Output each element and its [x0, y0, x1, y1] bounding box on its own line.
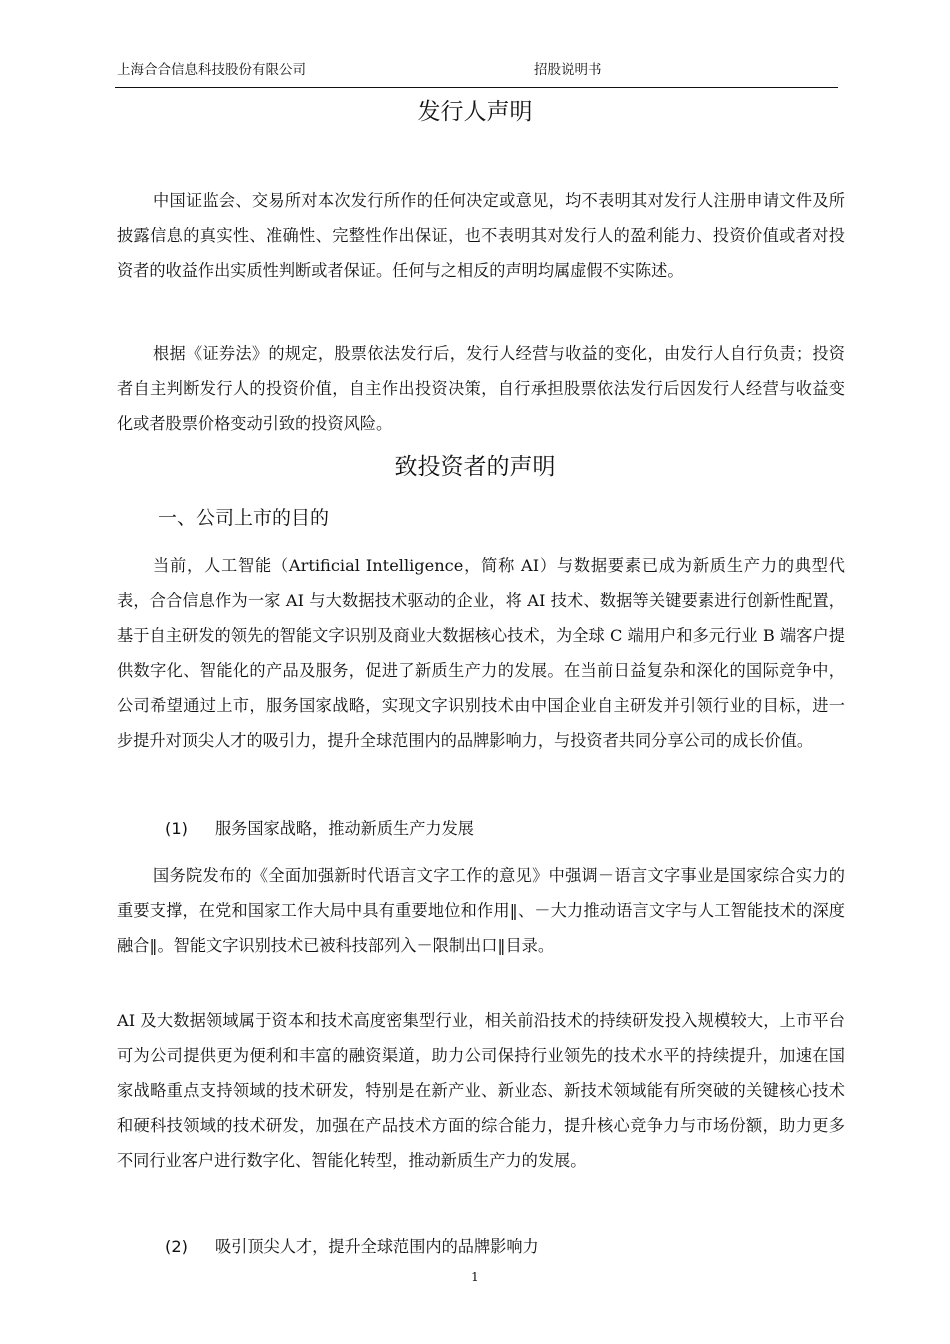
header-company-name: 上海合合信息科技股份有限公司 [117, 62, 306, 78]
subsection-title-1: 服务国家战略，推动新质生产力发展 [215, 819, 474, 838]
issuer-statement-paragraph-1: 中国证监会、交易所对本次发行所作的任何决定或意见，均不表明其对发行人注册申请文件及所披露信息的真实性、准确性、完整性作出保证，也不表明其对发行人的盈利能力、投资价值或者对投资者的收益作出实质性判断或者保证。任何与之相反的声明均属虚假不实陈述。 [117, 191, 845, 280]
listing-purpose-intro-paragraph: 当前，人工智能（Artificial Intelligence，简称 AI）与数据要素已成为新质生产力的典型代表，合合信息作为一家 AI 与大数据技术驱动的企业，将 AI 技术、数据等关键要素进行创新性配置，基于自主研发的领先的智能文字识别及商业大数据核心技术，为全球 C 端用户和多元行业 B 端客户提供数字化、智能化的产品及服务，促进了新质生产力的发展。在当前日益复杂和深化的国际竞争中，公司希望通过上市，服务国家战略，实现文字识别技术由中国企业自主研发并引领行业的目标，进一步提升对顶尖人才的吸引力，提升全球范围内的品牌影响力，与投资者共同分享公司的成长价值。 [117, 556, 845, 750]
page-number: 1 [471, 1270, 479, 1284]
subsection-number-1: (1) [165, 819, 188, 838]
issuer-statement-paragraph-2: 根据《证券法》的规定，股票依法发行后，发行人经营与收益的变化，由发行人自行负责；投资者自主判断发行人的投资价值，自主作出投资决策，自行承担股票依法发行后因发行人经营与收益变化或者股票价格变动引致的投资风险。 [117, 344, 845, 433]
subsection-1-paragraph-1: 国务院发布的《全面加强新时代语言文字工作的意见》中强调－语言文字事业是国家综合实力的重要支撑，在党和国家工作大局中具有重要地位和作用‖、－大力推动语言文字与人工智能技术的深度融合‖。智能文字识别技术已被科技部列入－限制出口‖目录。 [117, 866, 845, 955]
investor-statement-title: 致投资者的声明 [394, 454, 556, 480]
issuer-statement-title: 发行人声明 [417, 99, 533, 125]
subsection-1-paragraph-2: AI 及大数据领域属于资本和技术高度密集型行业，相关前沿技术的持续研发投入规模较大，上市平台可为公司提供更为便利和丰富的融资渠道，助力公司保持行业领先的技术水平的持续提升，加速在国家战略重点支持领域的技术研发，特别是在新产业、新业态、新技术领域能有所突破的关键核心技术和硬科技领域的技术研发，加强在产品技术方面的综合能力，提升核心竞争力与市场份额，助力更多不同行业客户进行数字化、智能化转型，推动新质生产力的发展。 [117, 1011, 845, 1170]
header-document-type: 招股说明书 [534, 62, 602, 78]
subsection-number-2: (2) [165, 1237, 188, 1256]
subsection-title-2: 吸引顶尖人才，提升全球范围内的品牌影响力 [215, 1237, 539, 1256]
subsection-heading-1 [165, 815, 474, 839]
section-heading-listing-purpose: 一、公司上市的目的 [158, 507, 330, 529]
subsection-heading-2 [165, 1233, 539, 1257]
header-divider [115, 87, 838, 88]
